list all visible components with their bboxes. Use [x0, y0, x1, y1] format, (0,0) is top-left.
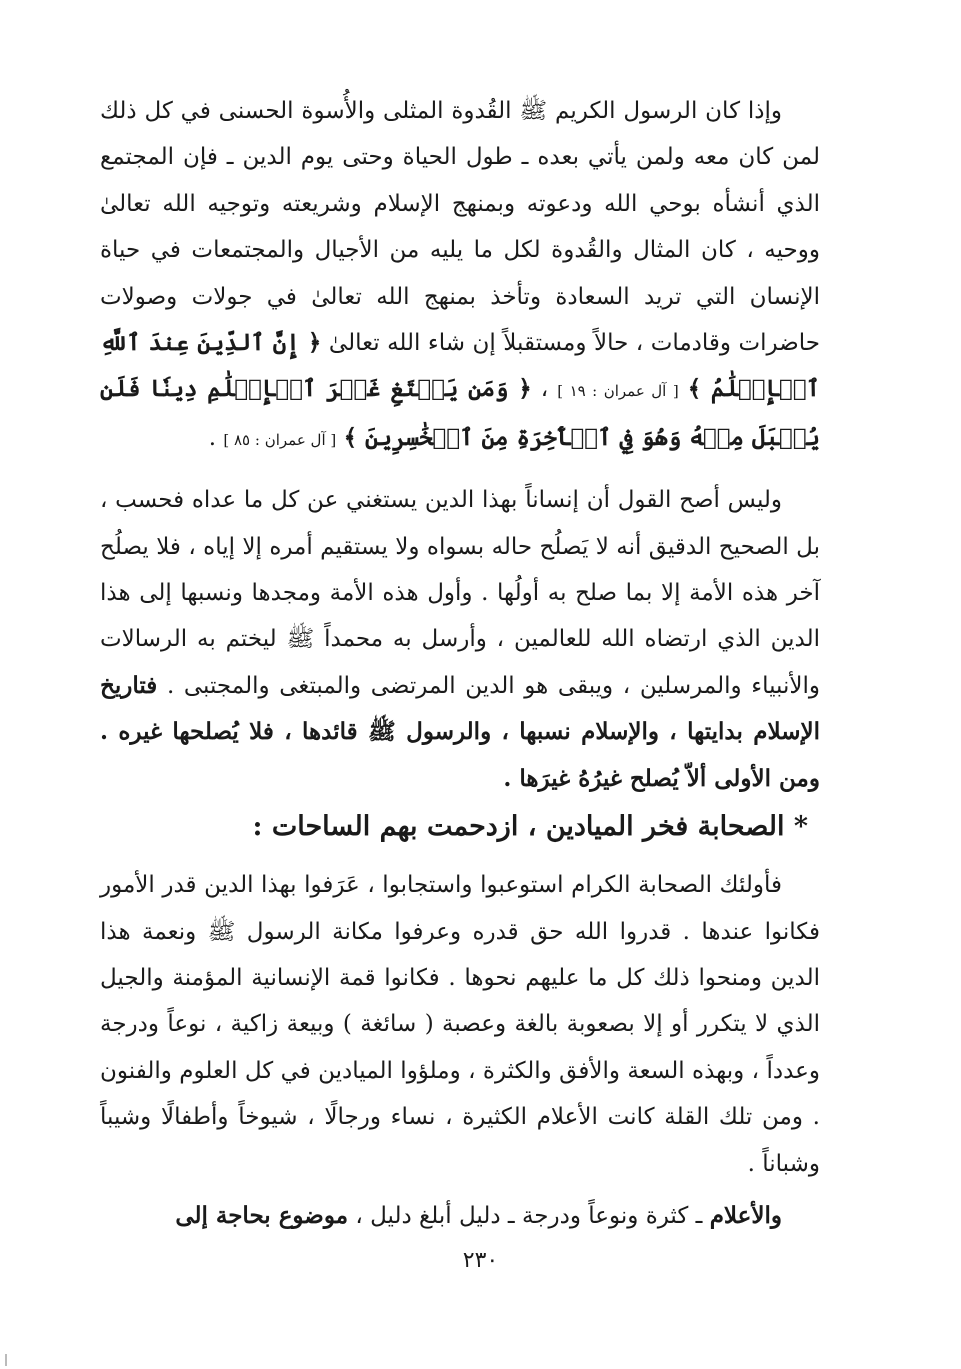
quran-quote-2: ﴿ وَمَن يَبۡتَغِ غَيۡرَ ٱلۡإِسۡلَٰمِ دِينٗا فَلَن يُقۡبَلَ مِنۡهُ وَهُوَ فِي ٱلۡأٓخِرَةِ مِنَ ٱلۡخَٰسِرِينَ ﴾ — [100, 375, 820, 451]
quran-quote-1: ﴿ إِنَّ ٱلدِّينَ عِندَ ٱللَّهِ ٱلۡإِسۡلَٰمُ ﴾ — [100, 329, 821, 403]
quran-reference-1: [ آل عمران : ١٩ ] — [557, 382, 679, 401]
section-heading: * الصحابة فخر الميادين ، ازدحمت بهم الساحات : — [252, 811, 808, 843]
paragraph-1-text: وإذا كان الرسول الكريم ﷺ القُدوة المثلى والأُسوة الحسنى في كل ذلك لمن كان معه ولمن يأتي بعده ـ طول الحياة وحتى يوم الدين ـ فإن المجتمع الذي أنشأه بوحي الله ودعوته وبمنهج الإسلام وشريعته وتوجيه الله تعالىٰ ووحيه ، كان المثال والقُدوة لكل ما يليه من الأجيال والمجتمعات في حياة الإنسان التي تريد السعادة وتأخذ بمنهج الله تعالىٰ في جولات وصولات حاضرات وقادمات ، حالاً ومستقبلاً إن شاء الله تعالىٰ — [100, 98, 821, 357]
paragraph-3: فأولئك الصحابة الكرام استوعبوا واستجابوا ، عَرَفوا بهذا الدين قدر الأمور فكانوا عندها . قدروا الله حق قدره وعرفوا مكانة الرسول ﷺ ونعمة هذا الدين ومنحوا ذلك كل ما عليهم نحوها . فكانوا قمة الإنسانية المؤمنة والجيل الذي لا يتكرر أو إلا بصعوبة بالغة وعصبة ( سائغة ) وبيعة زاكية ، نوعاً ودرجة وعدداً ، وبهذه السعة والأفق والكثرة ، وملؤوا الميادين في كل العلوم والفنون . ومن تلك القلة كانت الأعلام الكثيرة ، نساء ورجالًا ، شيوخاً وأطفالًا وشيباً وشباناً . — [100, 872, 820, 1177]
page-number: ٢٣٠ — [462, 1248, 499, 1273]
quote-separator: ، — [540, 376, 549, 403]
paragraph-4-bold-start: والأعلام — [709, 1201, 782, 1229]
paragraph-1 — [100, 88, 820, 463]
paragraph-4-text: ـ كثرة ونوعاً ودرجة ـ دليل أبلغ دليل ، — [355, 1202, 703, 1229]
paragraph-2-bold-text: فتاريخ الإسلام بدايتها ، والإسلام نسبها ، والرسول ﷺ قائدها ، فلا يُصلحها غيره . ومن الأولى ألاّ يُصلح غيرُهُ غيرَها . — [100, 671, 820, 792]
paragraph-2 — [100, 477, 820, 802]
paragraph-2-text: وليس أصح القول أن إنساناً بهذا الدين يستغني عن كل ما عداه فحسب ، بل الصحيح الدقيق أنه لا يَصلُح حاله بسواه ولا يستقيم أمره إلا إياه ، فلا يصلُح آخر هذه الأمة إلا بما صلح به أولُها . وأول هذه الأمة ومجدها ونسبها إلى هذا الدين الذي ارتضاه الله للعالمين ، وأرسل به محمداً ﷺ ليختم به الرسالات والأنبياء والمرسلين ، ويبقى هو الدين المرتضى والمبتغى والمجتبى . — [100, 487, 820, 699]
page-body — [100, 88, 820, 1239]
paragraph-4 — [100, 1193, 820, 1239]
paragraph-1-end: . — [208, 424, 217, 451]
quran-reference-2: [ آل عمران : ٨٥ ] — [223, 430, 337, 449]
scan-edge-mark — [5, 1354, 7, 1366]
paragraph-4-bold-end: موضوع بحاجة إلى — [175, 1201, 349, 1229]
